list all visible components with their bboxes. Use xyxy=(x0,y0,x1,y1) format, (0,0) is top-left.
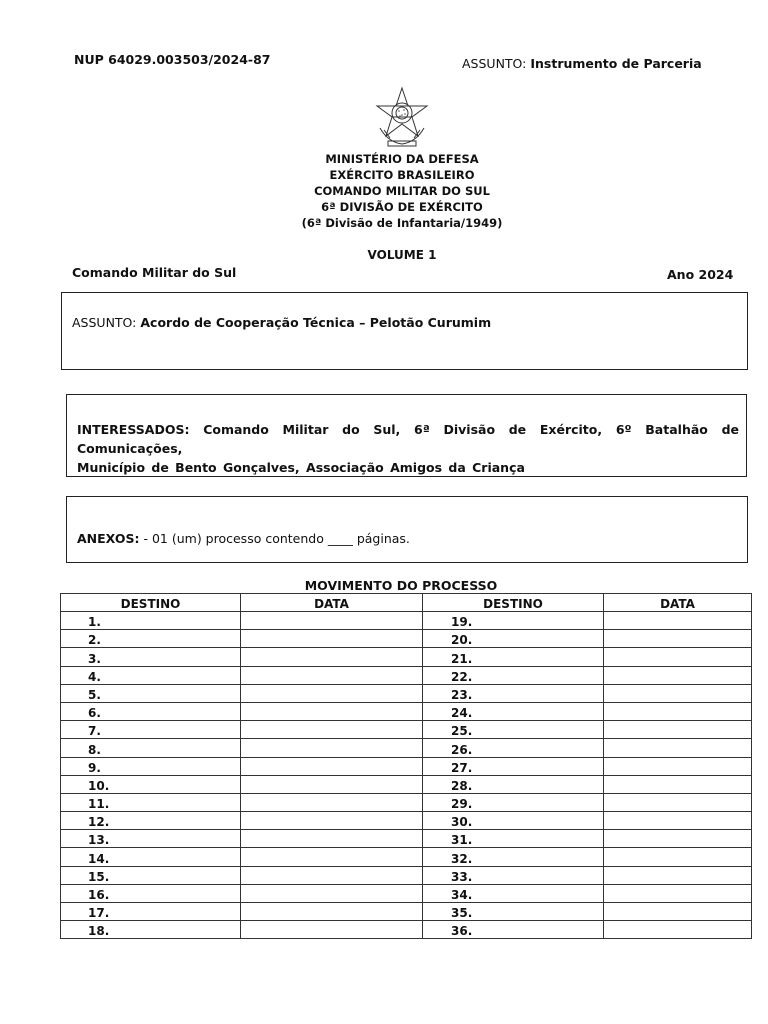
destino-number-right: 27. xyxy=(423,757,604,775)
interested-label: INTERESSADOS: xyxy=(77,422,190,437)
data-cell-left[interactable] xyxy=(241,721,423,739)
interested-line1 xyxy=(77,420,739,458)
attachments-box xyxy=(66,496,748,563)
destino-number-right: 19. xyxy=(423,612,604,630)
interested-text xyxy=(77,420,739,477)
subject-label: ASSUNTO: xyxy=(72,315,137,330)
destino-number-left: 3. xyxy=(61,648,241,666)
data-cell-left[interactable] xyxy=(241,702,423,720)
table-row xyxy=(61,812,752,830)
data-cell-right[interactable] xyxy=(604,848,752,866)
data-cell-left[interactable] xyxy=(241,684,423,702)
header-destino-right: DESTINO xyxy=(423,594,604,612)
destino-number-left: 15. xyxy=(61,866,241,884)
table-row xyxy=(61,775,752,793)
data-cell-left[interactable] xyxy=(241,739,423,757)
destino-number-left: 6. xyxy=(61,702,241,720)
table-row xyxy=(61,630,752,648)
table-row xyxy=(61,648,752,666)
data-cell-left[interactable] xyxy=(241,848,423,866)
origin-org: Comando Militar do Sul xyxy=(72,265,237,280)
subject-text xyxy=(72,313,491,332)
table-row xyxy=(61,702,752,720)
top-subject xyxy=(462,56,702,71)
attachments-text xyxy=(77,529,410,548)
destino-number-right: 20. xyxy=(423,630,604,648)
data-cell-right[interactable] xyxy=(604,702,752,720)
movement-title: MOVIMENTO DO PROCESSO xyxy=(304,578,498,593)
header-army: EXÉRCITO BRASILEIRO xyxy=(329,168,475,182)
year-label: Ano 2024 xyxy=(667,267,734,282)
destino-number-left: 10. xyxy=(61,775,241,793)
data-cell-right[interactable] xyxy=(604,830,752,848)
destino-number-left: 13. xyxy=(61,830,241,848)
destino-number-right: 32. xyxy=(423,848,604,866)
destino-number-left: 5. xyxy=(61,684,241,702)
table-row xyxy=(61,866,752,884)
destino-number-right: 30. xyxy=(423,812,604,830)
destino-number-left: 8. xyxy=(61,739,241,757)
interested-box xyxy=(66,394,747,477)
data-cell-right[interactable] xyxy=(604,921,752,939)
destino-number-left: 12. xyxy=(61,812,241,830)
subject-box xyxy=(61,292,748,370)
table-row xyxy=(61,684,752,702)
destino-number-right: 33. xyxy=(423,866,604,884)
data-cell-right[interactable] xyxy=(604,903,752,921)
table-row xyxy=(61,757,752,775)
volume-label: VOLUME 1 xyxy=(367,248,437,262)
destino-number-left: 18. xyxy=(61,921,241,939)
movement-table xyxy=(60,593,752,939)
table-row xyxy=(61,903,752,921)
data-cell-left[interactable] xyxy=(241,666,423,684)
data-cell-right[interactable] xyxy=(604,793,752,811)
header-division: 6ª DIVISÃO DE EXÉRCITO xyxy=(321,200,483,214)
top-subject-label: ASSUNTO: xyxy=(462,56,527,71)
header-infantry: (6ª Divisão de Infantaria/1949) xyxy=(301,216,503,230)
table-row xyxy=(61,666,752,684)
table-row xyxy=(61,830,752,848)
data-cell-right[interactable] xyxy=(604,666,752,684)
data-cell-right[interactable] xyxy=(604,684,752,702)
destino-number-left: 9. xyxy=(61,757,241,775)
data-cell-right[interactable] xyxy=(604,721,752,739)
header-data-right: DATA xyxy=(604,594,752,612)
table-row xyxy=(61,793,752,811)
destino-number-right: 28. xyxy=(423,775,604,793)
destino-number-right: 31. xyxy=(423,830,604,848)
subject-value: Acordo de Cooperação Técnica – Pelotão Curumim xyxy=(140,315,492,330)
movement-header-row xyxy=(61,594,752,612)
destino-number-left: 14. xyxy=(61,848,241,866)
data-cell-right[interactable] xyxy=(604,884,752,902)
destino-number-right: 23. xyxy=(423,684,604,702)
data-cell-left[interactable] xyxy=(241,757,423,775)
data-cell-right[interactable] xyxy=(604,739,752,757)
data-cell-left[interactable] xyxy=(241,830,423,848)
data-cell-left[interactable] xyxy=(241,793,423,811)
table-row xyxy=(61,721,752,739)
table-row xyxy=(61,848,752,866)
destino-number-left: 17. xyxy=(61,903,241,921)
destino-number-right: 22. xyxy=(423,666,604,684)
table-row xyxy=(61,921,752,939)
data-cell-right[interactable] xyxy=(604,648,752,666)
interested-value-1: Comando Militar do Sul, 6ª Divisão de Exército, 6º Batalhão de Comunicações, xyxy=(77,422,739,456)
destino-number-left: 11. xyxy=(61,793,241,811)
data-cell-left[interactable] xyxy=(241,921,423,939)
nup-number: NUP 64029.003503/2024-87 xyxy=(74,52,271,67)
destino-number-right: 25. xyxy=(423,721,604,739)
header-destino-left: DESTINO xyxy=(61,594,241,612)
data-cell-left[interactable] xyxy=(241,775,423,793)
destino-number-right: 36. xyxy=(423,921,604,939)
data-cell-left[interactable] xyxy=(241,630,423,648)
destino-number-left: 4. xyxy=(61,666,241,684)
data-cell-left[interactable] xyxy=(241,884,423,902)
data-cell-left[interactable] xyxy=(241,903,423,921)
destino-number-left: 16. xyxy=(61,884,241,902)
destino-number-right: 21. xyxy=(423,648,604,666)
data-cell-right[interactable] xyxy=(604,775,752,793)
destino-number-left: 2. xyxy=(61,630,241,648)
national-coat-of-arms-icon xyxy=(370,86,434,148)
data-cell-right[interactable] xyxy=(604,757,752,775)
attachments-label: ANEXOS: xyxy=(77,531,140,546)
destino-number-left: 7. xyxy=(61,721,241,739)
header-data-left: DATA xyxy=(241,594,423,612)
data-cell-left[interactable] xyxy=(241,648,423,666)
destino-number-right: 34. xyxy=(423,884,604,902)
data-cell-right[interactable] xyxy=(604,866,752,884)
destino-number-right: 29. xyxy=(423,793,604,811)
table-row xyxy=(61,884,752,902)
institution-header xyxy=(0,151,768,231)
data-cell-right[interactable] xyxy=(604,630,752,648)
interested-line2: Município de Bento Gonçalves, Associação Amigos da Criança xyxy=(77,460,525,475)
table-row xyxy=(61,612,752,630)
data-cell-right[interactable] xyxy=(604,612,752,630)
attachments-value: - 01 (um) processo contendo ____ páginas. xyxy=(143,531,410,546)
top-subject-value: Instrumento de Parceria xyxy=(530,56,702,71)
data-cell-left[interactable] xyxy=(241,612,423,630)
destino-number-left: 1. xyxy=(61,612,241,630)
destino-number-right: 26. xyxy=(423,739,604,757)
destino-number-right: 35. xyxy=(423,903,604,921)
header-command: COMANDO MILITAR DO SUL xyxy=(314,184,490,198)
table-row xyxy=(61,739,752,757)
destino-number-right: 24. xyxy=(423,702,604,720)
data-cell-left[interactable] xyxy=(241,866,423,884)
data-cell-right[interactable] xyxy=(604,812,752,830)
header-ministry: MINISTÉRIO DA DEFESA xyxy=(325,152,479,166)
data-cell-left[interactable] xyxy=(241,812,423,830)
